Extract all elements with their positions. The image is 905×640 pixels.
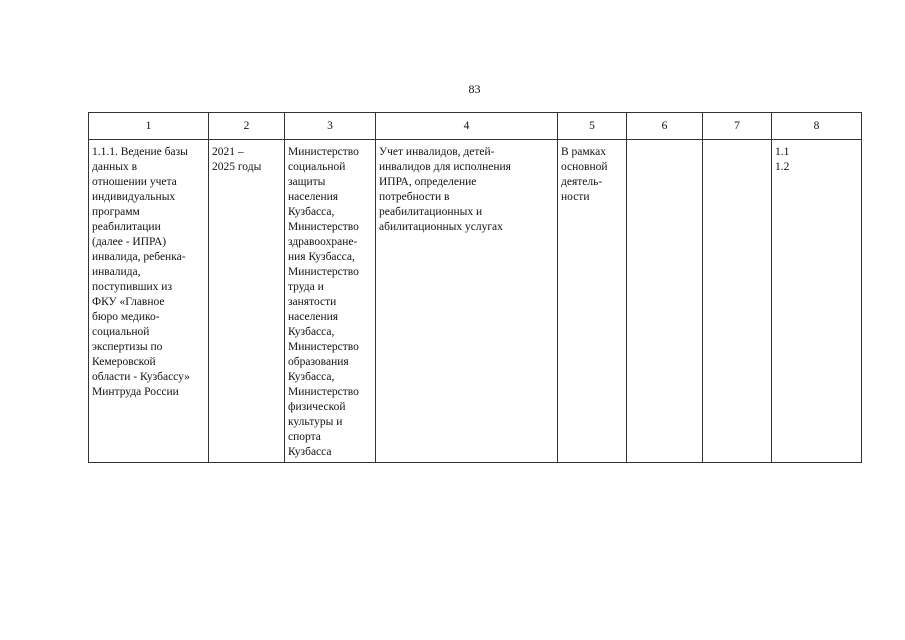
funding-line: В рамках — [561, 146, 606, 158]
responsible-line: населения — [288, 311, 339, 323]
indicator-ref-line: 1.1 — [775, 146, 790, 158]
responsible-line: Министерство — [288, 221, 359, 233]
responsible-line: социальной — [288, 161, 346, 173]
plan-table — [88, 112, 862, 463]
activity-name-cell — [89, 140, 209, 463]
responsible-line: Кузбасса, — [288, 326, 335, 338]
activity-name-line: 1.1.1. Ведение базы — [92, 146, 188, 158]
activity-name-line: поступивших из — [92, 281, 172, 293]
responsible-line: Министерство — [288, 341, 359, 353]
column-header-5: 5 — [558, 113, 627, 140]
indicator-ref-cell — [772, 140, 862, 463]
responsible-cell — [285, 140, 376, 463]
activity-name-line: инвалида, ребенка- — [92, 251, 186, 263]
responsible-line: Министерство — [288, 266, 359, 278]
activity-name-line: индивидуальных — [92, 191, 176, 203]
activity-name-line: Минтруда России — [92, 386, 179, 398]
responsible-line: образования — [288, 356, 349, 368]
column-header-3: 3 — [285, 113, 376, 140]
column-header-2: 2 — [209, 113, 285, 140]
period-line: 2021 – — [212, 146, 244, 158]
expected-result-line: инвалидов для исполнения — [379, 161, 511, 173]
activity-name-line: социальной — [92, 326, 150, 338]
responsible-line: Кузбасса, — [288, 371, 335, 383]
activity-name-line: данных в — [92, 161, 138, 173]
responsible-line: Министерство — [288, 386, 359, 398]
activity-name-line: Кемеровской — [92, 356, 156, 368]
table-row — [89, 140, 862, 463]
responsible-line: занятости — [288, 296, 337, 308]
column-header-1: 1 — [89, 113, 209, 140]
activity-name-line: реабилитации — [92, 221, 161, 233]
period-line: 2025 годы — [212, 161, 262, 173]
expected-result-line: реабилитационных и — [379, 206, 483, 218]
funding-line: ности — [561, 191, 590, 203]
table-header-row — [89, 113, 862, 140]
expected-result-line: абилитационных услугах — [379, 221, 503, 233]
funding-cell — [558, 140, 627, 463]
activity-name-line: экспертизы по — [92, 341, 163, 353]
column-header-6: 6 — [627, 113, 703, 140]
expected-result-line: ИПРА, определение — [379, 176, 477, 188]
funding-line: основной — [561, 161, 608, 173]
column-6-cell — [627, 140, 703, 463]
period-cell — [209, 140, 285, 463]
activity-name-line: программ — [92, 206, 140, 218]
expected-result-line: Учет инвалидов, детей- — [379, 146, 495, 158]
column-header-8: 8 — [772, 113, 862, 140]
responsible-line: Кузбасса — [288, 446, 332, 458]
column-7-cell — [703, 140, 772, 463]
indicator-ref-line: 1.2 — [775, 161, 790, 173]
expected-result-line: потребности в — [379, 191, 450, 203]
expected-result-cell — [376, 140, 558, 463]
activity-name-line: инвалида, — [92, 266, 141, 278]
activity-name-line: (далее - ИПРА) — [92, 236, 167, 248]
activity-name-line: области - Кузбассу» — [92, 371, 190, 383]
responsible-line: Министерство — [288, 146, 359, 158]
column-header-4: 4 — [376, 113, 558, 140]
activity-name-line: отношении учета — [92, 176, 177, 188]
responsible-line: ния Кузбасса, — [288, 251, 355, 263]
responsible-line: Кузбасса, — [288, 206, 335, 218]
responsible-line: здравоохране- — [288, 236, 358, 248]
responsible-line: спорта — [288, 431, 321, 443]
page-number: 83 — [468, 82, 481, 96]
activity-name-line: бюро медико- — [92, 311, 160, 323]
responsible-line: защиты — [288, 176, 326, 188]
activity-name-line: ФКУ «Главное — [92, 296, 165, 308]
responsible-line: труда и — [288, 281, 324, 293]
column-header-7: 7 — [703, 113, 772, 140]
funding-line: деятель- — [561, 176, 603, 188]
responsible-line: культуры и — [288, 416, 343, 428]
responsible-line: физической — [288, 401, 346, 413]
responsible-line: населения — [288, 191, 339, 203]
